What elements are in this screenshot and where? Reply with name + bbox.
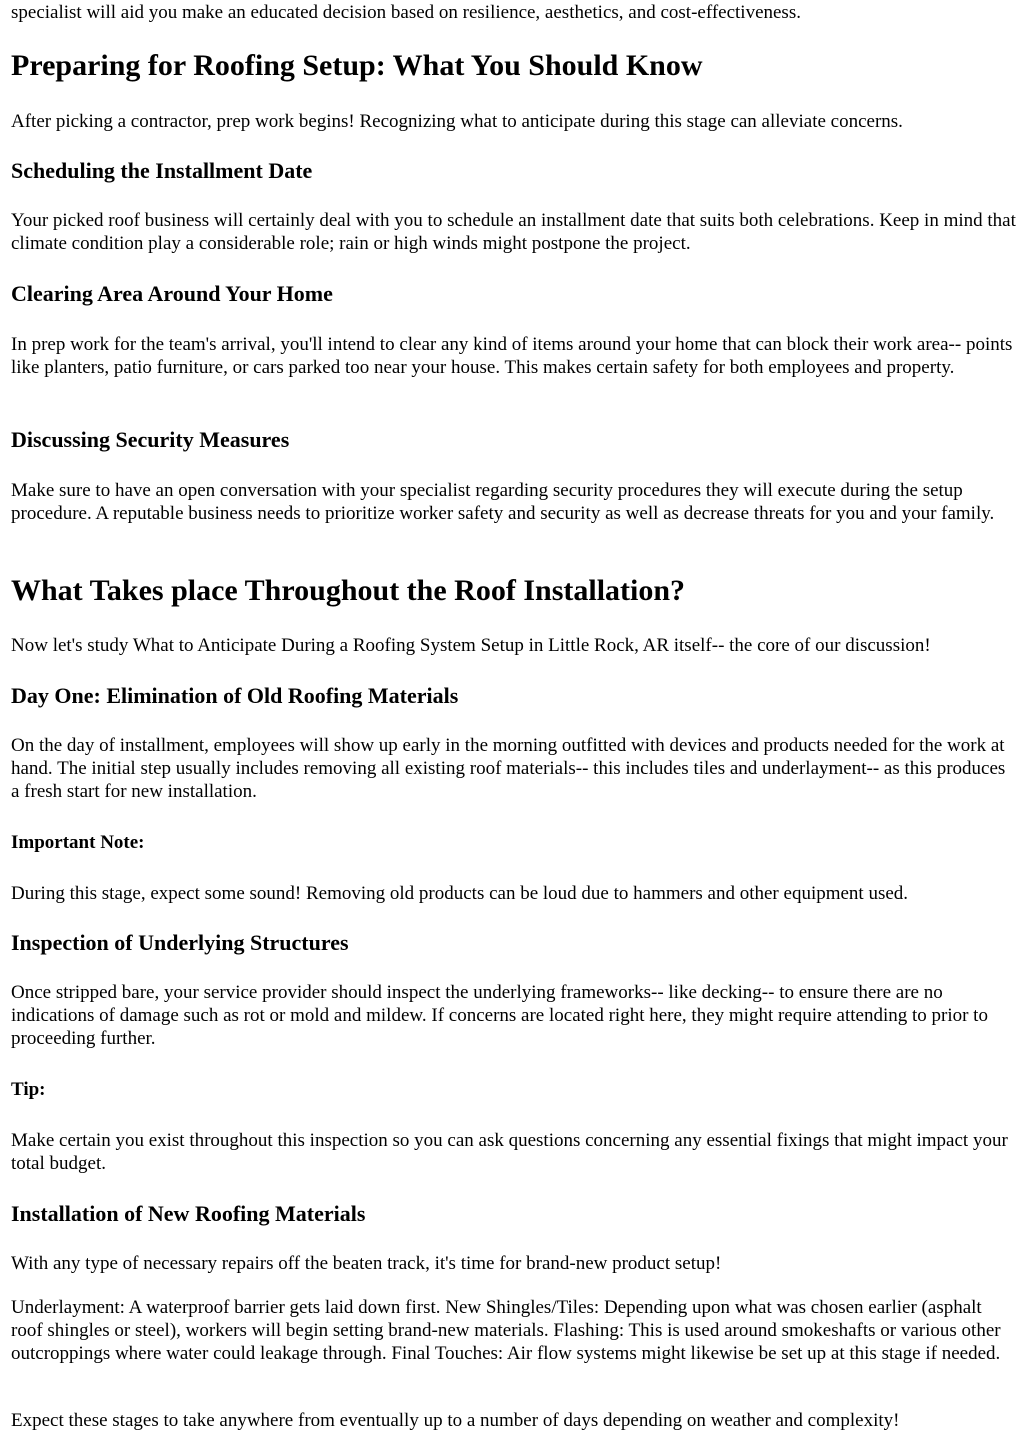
paragraph-new-materials-intro: With any type of necessary repairs off the beaten track, it's time for brand-new product setup!	[11, 1253, 722, 1274]
subheading-clearing-area: Clearing Area Around Your Home	[11, 281, 333, 306]
paragraph-day-one: On the day of installment, employees will show up early in the morning outfitted with devices and products needed for the work at hand. The initial step usually includes removing all existing roof materials-- this includes tiles and underlayment-- as this produces a fresh start for new installation.	[11, 735, 1006, 802]
paragraph-security-measures: Make sure to have an open conversation with your specialist regarding security procedures they will execute during the setup procedure. A reputable business needs to prioritize worker safety and security as well as decrease threats for you and your family.	[11, 480, 995, 524]
note-heading: Important Note:	[11, 832, 145, 853]
paragraph-scheduling: Your picked roof business will certainly deal with you to schedule an installment date that suits both celebrations. Keep in mind that climate condition play a considerable role; rain or high winds might postpone the project.	[11, 210, 1016, 254]
section-lead-preparing: After picking a contractor, prep work begins! Recognizing what to anticipate during this stage can alleviate concerns.	[11, 111, 903, 132]
subheading-inspection: Inspection of Underlying Structures	[11, 930, 349, 955]
subheading-scheduling: Scheduling the Installment Date	[11, 158, 313, 183]
note-paragraph: During this stage, expect some sound! Removing old products can be loud due to hammers and other equipment used.	[11, 883, 909, 904]
tip-paragraph: Make certain you exist throughout this inspection so you can ask questions concerning any essential fixings that might impact your total budget.	[11, 1130, 1008, 1174]
section-heading-installation: What Takes place Throughout the Roof Installation?	[11, 574, 686, 607]
paragraph-new-materials-steps: Underlayment: A waterproof barrier gets laid down first. New Shingles/Tiles: Depending upon what was chosen earlier (asphalt roof shingles or steel), workers will begin setting brand-new materials. Flashing: This is used around smokeshafts or various other outcroppings where water could leakage through. Final Touches: Air flow systems might likewise be set up at this stage if needed.	[11, 1297, 1001, 1364]
tip-heading: Tip:	[11, 1079, 46, 1100]
section-lead-installation: Now let's study What to Anticipate During a Roofing System Setup in Little Rock, AR itself-- the core of our discussion!	[11, 635, 931, 656]
subheading-day-one: Day One: Elimination of Old Roofing Materials	[11, 683, 459, 708]
paragraph-new-materials-timing: Expect these stages to take anywhere from eventually up to a number of days depending on weather and complexity!	[11, 1410, 900, 1431]
subheading-new-materials: Installation of New Roofing Materials	[11, 1201, 366, 1226]
paragraph-inspection: Once stripped bare, your service provider should inspect the underlying frameworks-- like decking-- to ensure there are no indications of damage such as rot or mold and mildew. If concerns are located right here, they might require attending to prior to proceeding further.	[11, 982, 988, 1049]
section-heading-preparing: Preparing for Roofing Setup: What You Should Know	[11, 49, 703, 82]
subheading-security-measures: Discussing Security Measures	[11, 427, 290, 452]
paragraph-clearing-area: In prep work for the team's arrival, you'll intend to clear any kind of items around your home that can block their work area-- points like planters, patio furniture, or cars parked too near your house. This makes certain safety for both employees and property.	[11, 334, 1013, 378]
intro-paragraph-tail: specialist will aid you make an educated decision based on resilience, aesthetics, and cost-effectiveness.	[11, 2, 801, 23]
